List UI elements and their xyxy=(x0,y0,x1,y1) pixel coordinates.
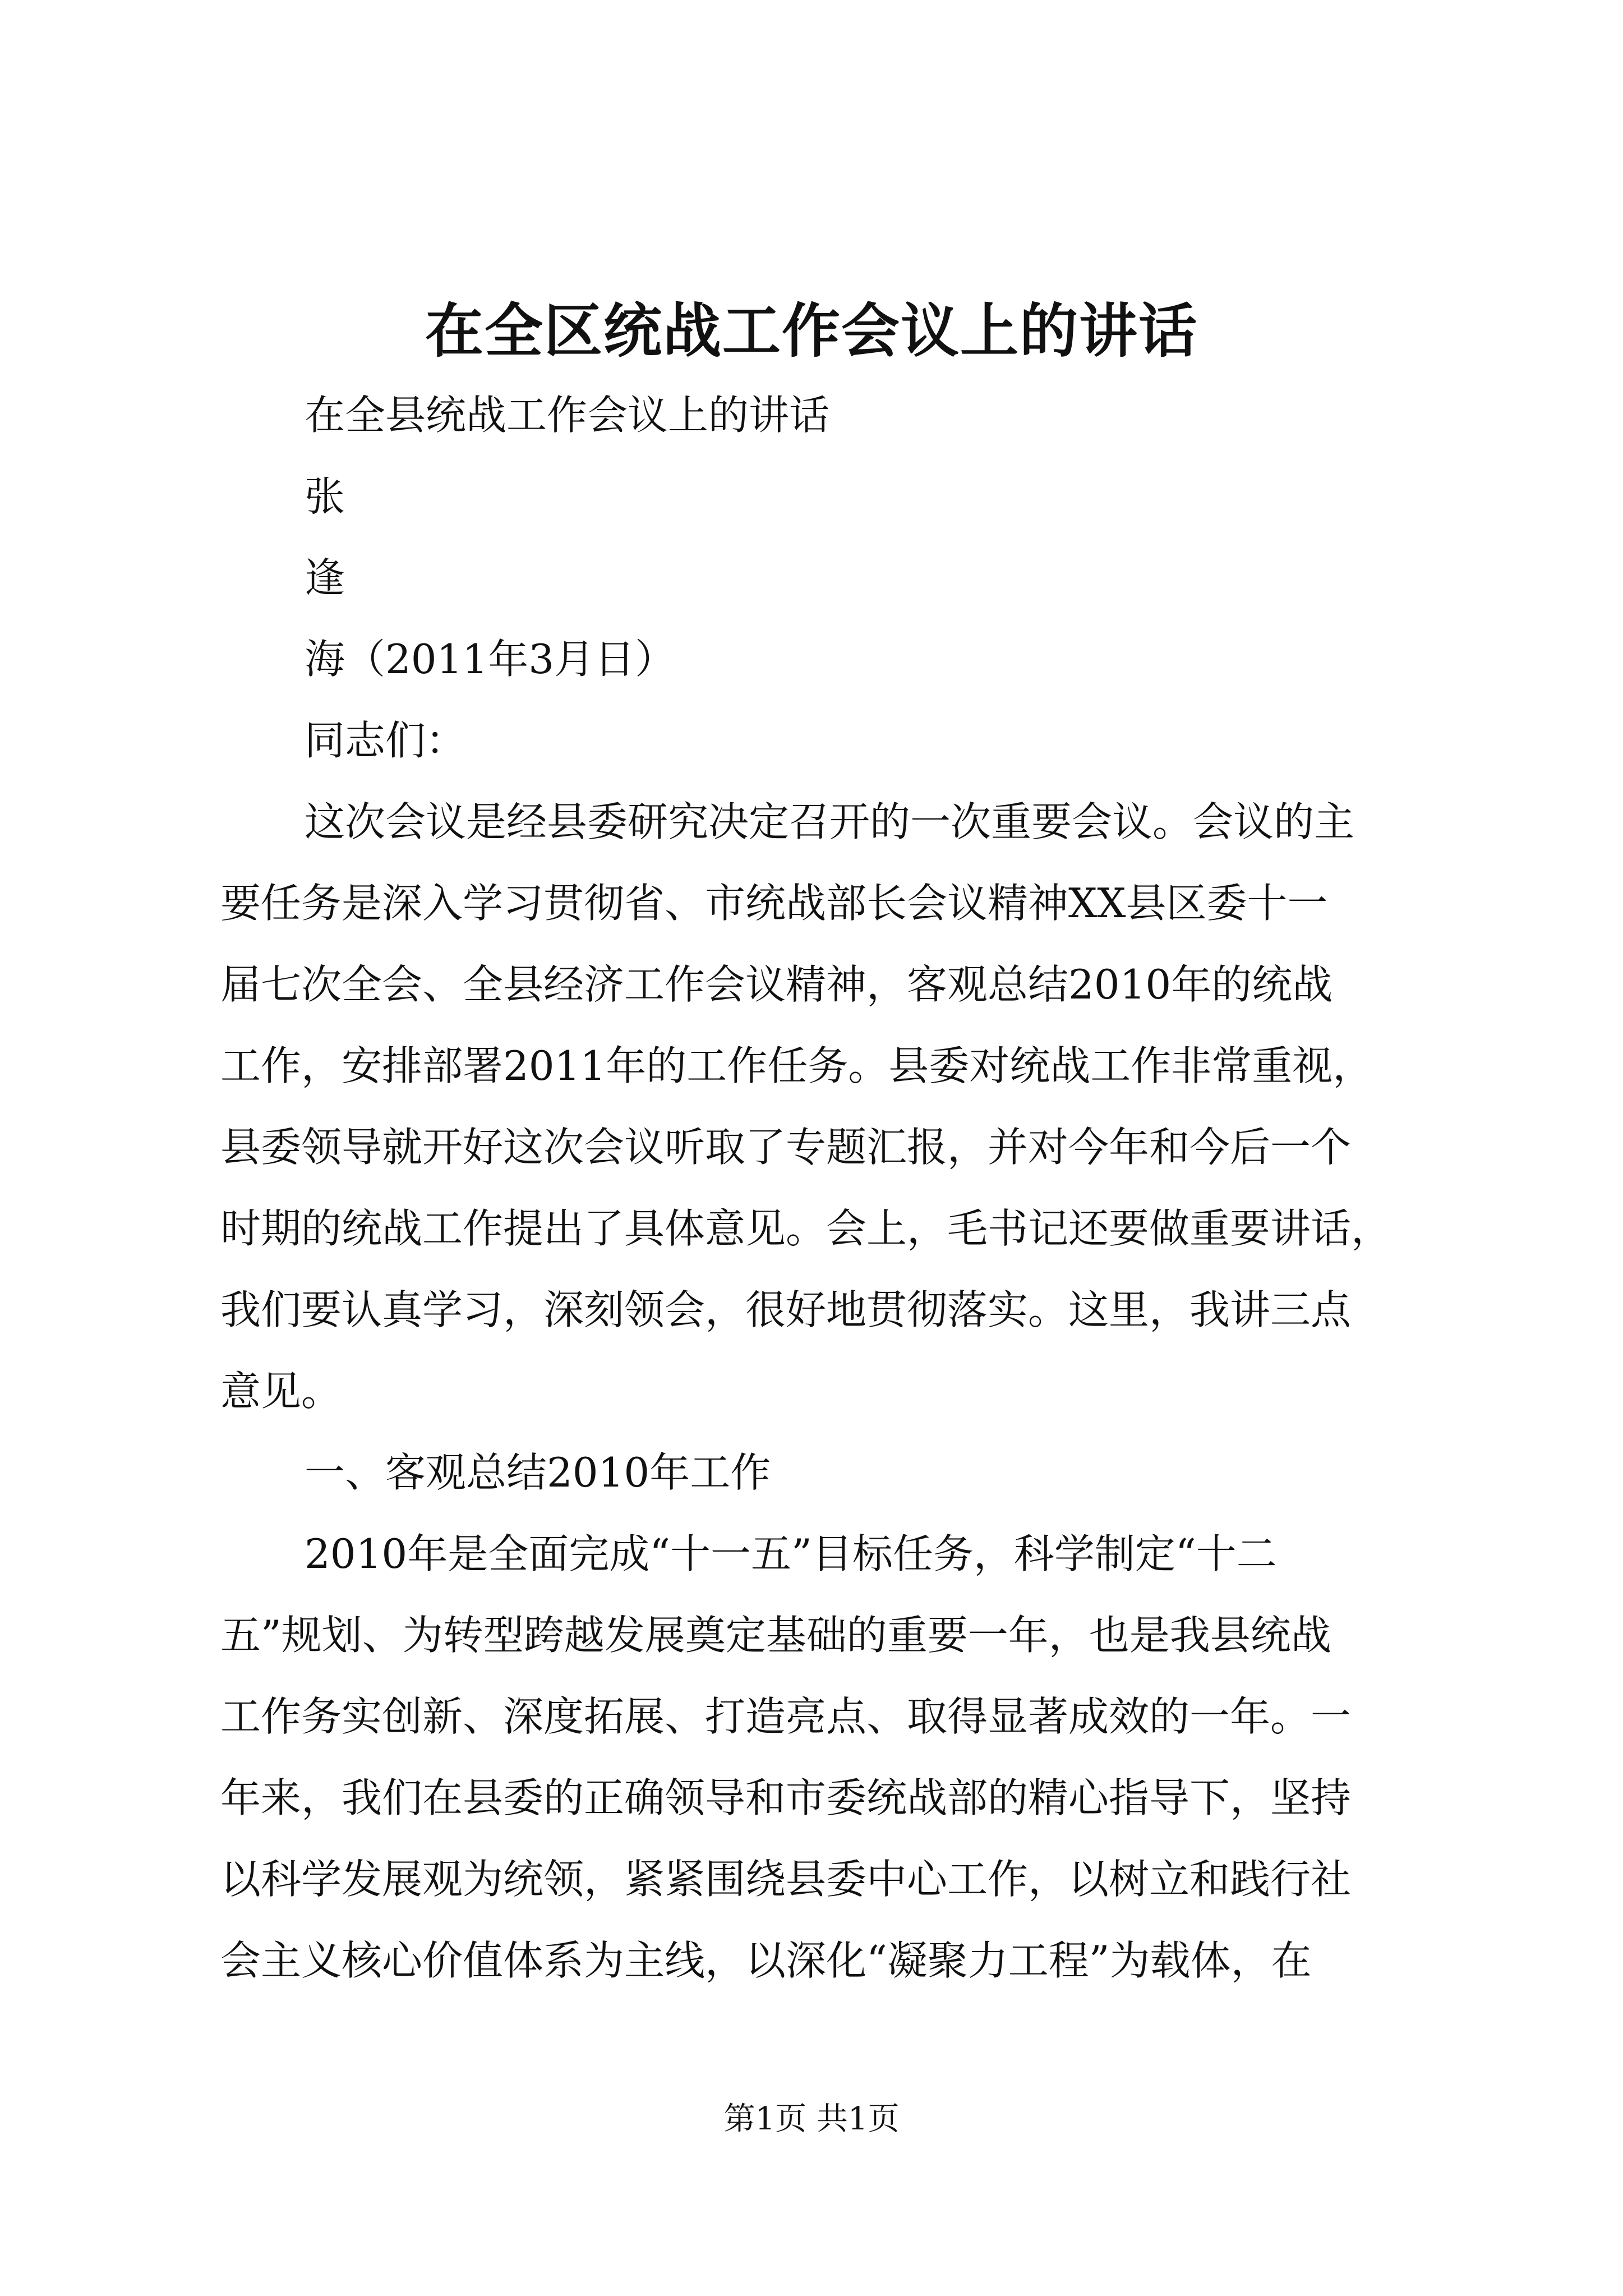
text-line: 海（2011年3月日） xyxy=(305,636,676,683)
text-line: 县委领导就开好这次会议听取了专题汇报，并对今年和今后一个 xyxy=(220,1124,1352,1171)
text-line: 工作，安排部署2011年的工作任务。县委对统战工作非常重视， xyxy=(220,1042,1373,1089)
text-line: 工作务实创新、深度拓展、打造亮点、取得显著成效的一年。一 xyxy=(220,1693,1352,1740)
text-line: 张 xyxy=(305,473,345,520)
document-title: 在全区统战工作会议上的讲话 xyxy=(425,296,1198,365)
text-line: 五”规划、为转型跨越发展奠定基础的重要一年，也是我县统战 xyxy=(220,1612,1331,1659)
text-line: 逢 xyxy=(305,554,345,601)
text-line: 同志们： xyxy=(305,717,467,764)
text-line: 年来，我们在县委的正确领导和市委统战部的精心指导下，坚持 xyxy=(220,1774,1352,1821)
text-line: 在全县统战工作会议上的讲话 xyxy=(305,392,830,439)
text-line: 2010年是全面完成“十一五”目标任务，科学制定“十二 xyxy=(305,1530,1277,1577)
text-line: 会主义核心价值体系为主线，以深化“凝聚力工程”为载体，在 xyxy=(220,1937,1312,1984)
text-line: 这次会议是经县委研究决定召开的一次重要会议。会议的主 xyxy=(305,798,1355,845)
text-line: 一、客观总结2010年工作 xyxy=(305,1449,771,1496)
page-footer: 第1页 共1页 xyxy=(723,2101,900,2137)
text-line: 要任务是深入学习贯彻省、市统战部长会议精神XX县区委十一 xyxy=(220,880,1328,927)
text-line: 以科学发展观为统领，紧紧围绕县委中心工作，以树立和践行社 xyxy=(220,1856,1352,1903)
text-line: 届七次全会、全县经济工作会议精神，客观总结2010年的统战 xyxy=(220,961,1333,1008)
text-line: 意见。 xyxy=(220,1368,342,1415)
text-line: 时期的统战工作提出了具体意见。会上，毛书记还要做重要讲话， xyxy=(220,1205,1392,1252)
text-line: 我们要认真学习，深刻领会，很好地贯彻落实。这里，我讲三点 xyxy=(220,1286,1352,1333)
document-body xyxy=(220,375,1415,2001)
